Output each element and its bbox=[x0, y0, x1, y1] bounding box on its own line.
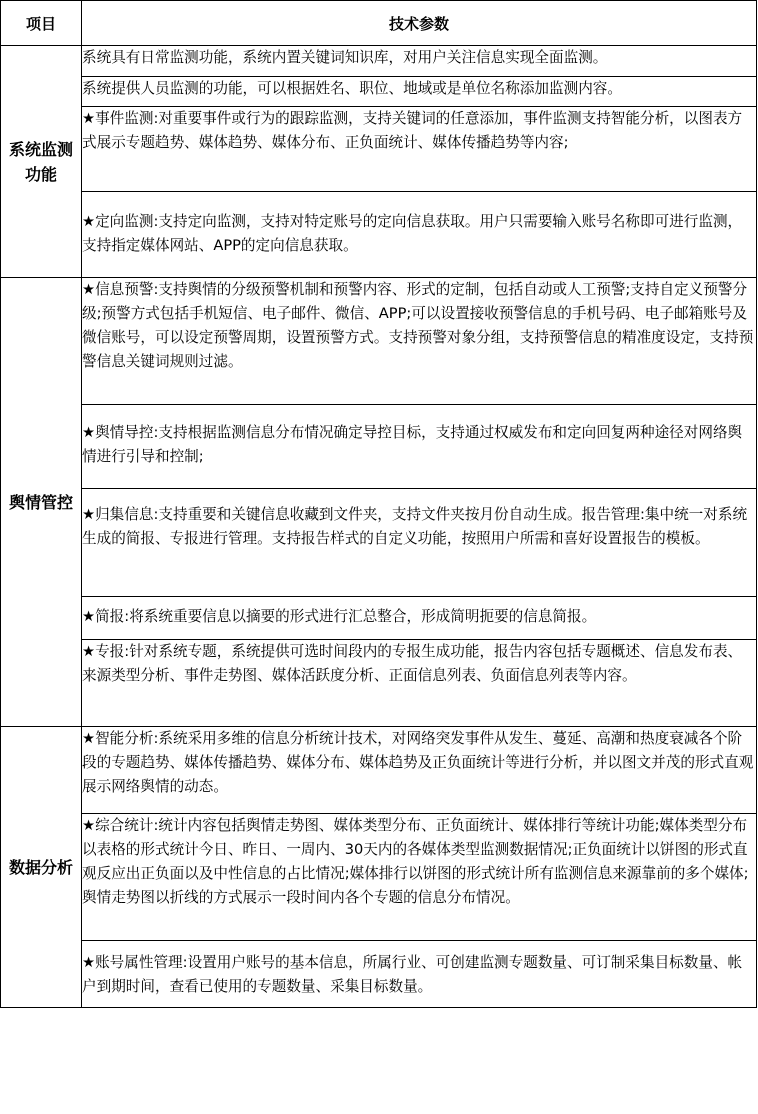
item-label: 系统监测功能 bbox=[8, 139, 73, 184]
param-cell bbox=[82, 405, 757, 489]
param-cell bbox=[82, 77, 757, 107]
param-cell bbox=[82, 597, 757, 640]
param-cell bbox=[82, 107, 757, 192]
item-label-control bbox=[1, 278, 82, 727]
table-row bbox=[1, 727, 757, 814]
table-row bbox=[1, 77, 757, 107]
param-text: ★专报:针对系统专题，系统提供可选时间段内的专报生成功能，报告内容包括专题概述、信息发布表、来源类型分析、事件走势图、媒体活跃度分析、正面信息列表、负面信息列表等内容。 bbox=[82, 643, 743, 684]
param-text: ★账号属性管理:设置用户账号的基本信息，所属行业、可创建监测专题数量、可订制采集目标数量、帐户到期时间，查看已使用的专题数量、采集目标数量。 bbox=[82, 954, 743, 995]
param-text: ★简报:将系统重要信息以摘要的形式进行汇总整合，形成简明扼要的信息简报。 bbox=[82, 608, 597, 625]
param-text: 系统提供人员监测的功能，可以根据姓名、职位、地域或是单位名称添加监测内容。 bbox=[82, 80, 622, 97]
table-row bbox=[1, 489, 757, 597]
header-row bbox=[1, 1, 757, 46]
param-text: ★事件监测:对重要事件或行为的跟踪监测，支持关键词的任意添加，事件监测支持智能分析，以图表方式展示专题趋势、媒体趋势、媒体分布、正负面统计、媒体传播趋势等内容; bbox=[82, 110, 743, 151]
param-cell bbox=[82, 489, 757, 597]
table-row bbox=[1, 640, 757, 727]
param-text: 系统具有日常监测功能，系统内置关键词知识库，对用户关注信息实现全面监测。 bbox=[82, 49, 608, 66]
table-row bbox=[1, 107, 757, 192]
param-cell bbox=[82, 278, 757, 405]
param-text: ★信息预警:支持舆情的分级预警机制和预警内容、形式的定制，包括自动或人工预警;支持自定义预警分级;预警方式包括手机短信、电子邮件、微信、APP;可以设置接收预警信息的手机号码、电子邮箱账号及微信账号，可以设定预警周期，设置预警方式。支持预警对象分组，支持预警信息的精准度设定，支持预警信息关键词规则过滤。 bbox=[82, 281, 754, 370]
table-row bbox=[1, 941, 757, 1008]
table-row bbox=[1, 278, 757, 405]
table-row bbox=[1, 597, 757, 640]
item-label: 舆情管控 bbox=[8, 492, 73, 512]
table-row bbox=[1, 814, 757, 941]
param-text: ★舆情导控:支持根据监测信息分布情况确定导控目标，支持通过权威发布和定向回复两种途径对网络舆情进行引导和控制; bbox=[82, 424, 743, 465]
item-label-analysis bbox=[1, 727, 82, 1008]
param-text: ★归集信息:支持重要和关键信息收藏到文件夹，支持文件夹按月份自动生成。报告管理:集中统一对系统生成的简报、专报进行管理。支持报告样式的自定义功能，按照用户所需和喜好设置报告的模板。 bbox=[82, 506, 748, 547]
param-cell bbox=[82, 640, 757, 727]
param-cell bbox=[82, 192, 757, 278]
param-text: ★定向监测:支持定向监测，支持对特定账号的定向信息获取。用户只需要输入账号名称即可进行监测，支持指定媒体网站、APP的定向信息获取。 bbox=[82, 213, 743, 254]
param-cell bbox=[82, 727, 757, 814]
param-cell bbox=[82, 46, 757, 77]
table-row bbox=[1, 405, 757, 489]
item-label-monitoring bbox=[1, 46, 82, 278]
param-text: ★综合统计:统计内容包括舆情走势图、媒体类型分布、正负面统计、媒体排行等统计功能;媒体类型分布以表格的形式统计今日、昨日、一周内、30天内的各媒体类型监测数据情况;正负面统计以饼图的形式直观反应出正负面以及中性信息的占比情况;媒体排行以饼图的形式统计所有监测信息来源靠前的多个媒体;舆情走势图以折线的方式展示一段时间内各个专题的信息分布情况。 bbox=[82, 817, 749, 906]
table-row bbox=[1, 192, 757, 278]
param-cell bbox=[82, 814, 757, 941]
header-params: 技术参数 bbox=[82, 1, 757, 46]
table-row bbox=[1, 46, 757, 77]
header-item: 项目 bbox=[1, 1, 82, 46]
item-label: 数据分析 bbox=[9, 857, 74, 877]
param-cell bbox=[82, 941, 757, 1008]
param-text: ★智能分析:系统采用多维的信息分析统计技术，对网络突发事件从发生、蔓延、高潮和热度衰减各个阶段的专题趋势、媒体传播趋势、媒体分布、媒体趋势及正负面统计等进行分析，并以图文并茂的形式直观展示网络舆情的动态。 bbox=[82, 730, 754, 795]
